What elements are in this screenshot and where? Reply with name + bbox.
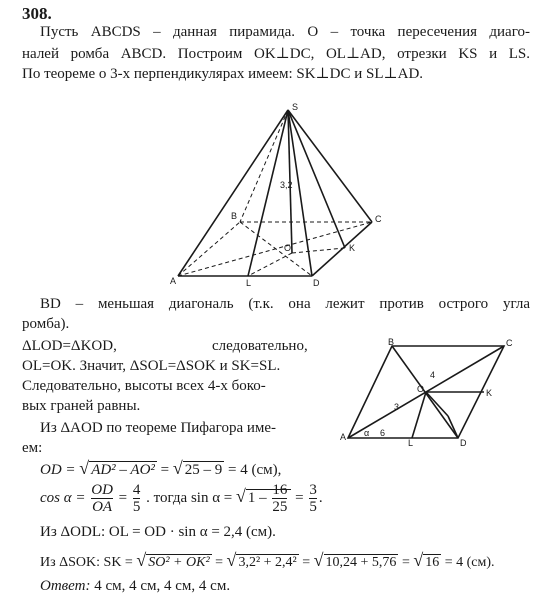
- label-d: D: [460, 438, 467, 448]
- formula-ol: Из ΔODL: OL = OD · sin α = 2,4 (см).: [40, 524, 276, 540]
- label-alpha: α: [364, 428, 370, 438]
- pyramid-figure: [160, 98, 400, 290]
- edge-sk: [288, 110, 345, 248]
- label-o: O: [417, 384, 425, 394]
- label-3: 3: [394, 402, 400, 412]
- eq-line-1b: следовательно,: [212, 338, 308, 354]
- intro-line-2: налей ромба ABCD. Построим OK⊥DC, OL⊥AD, отрезки KS и LS.: [22, 46, 530, 62]
- label-height: 3,2: [280, 180, 293, 190]
- problem-number: 308.: [22, 4, 52, 23]
- eq-line-3: Следовательно, высоты всех 4-х боко-: [22, 378, 266, 394]
- label-c: C: [375, 214, 382, 224]
- seg-ol-hidden: [248, 253, 292, 276]
- label-l: L: [246, 278, 252, 288]
- label-k: K: [486, 388, 493, 398]
- seg-ok-hidden: [292, 248, 345, 253]
- answer-label: Ответ:: [40, 578, 91, 594]
- formula-od: OD = √ AD² – AO² = √ 25 – 9 = 4 (см),: [40, 458, 282, 478]
- diag-bd-hidden: [240, 222, 312, 276]
- edge-sc: [288, 110, 372, 222]
- formula-cos-sin: cos α = $\frac{OD}{OA}$ = $\frac{4}{5}$ . тогда sin α = √ 1 – $\frac{16}{25}$ = $\frac{3}{5}$ .: [40, 482, 323, 515]
- edge-sa: [178, 110, 288, 276]
- label-d: D: [313, 278, 320, 288]
- label-o: O: [284, 243, 292, 253]
- eq-line-2: OL=OK. Значит, ΔSOL=ΔSOK и SK=SL.: [22, 358, 281, 374]
- pyth-line-2: ем:: [22, 440, 43, 456]
- formula-sk: Из ΔSOK: SK = √ SO² + OK² = √ 3,2² + 2,4² = √ 10,24 + 5,76 = √ 16 = 4 (см).: [40, 550, 495, 570]
- answer: [40, 578, 230, 595]
- eq-line-4: вых граней равны.: [22, 398, 141, 414]
- seg-o-mid: [426, 392, 448, 416]
- label-s: S: [292, 102, 299, 112]
- label-6: 6: [380, 428, 386, 438]
- rhombus-figure: [340, 336, 536, 448]
- intro-line-1: Пусть ABCDS – данная пирамида. O – точка пересечения диаго-: [40, 24, 530, 40]
- pyth-line-1: Из ΔAOD по теореме Пифагора име-: [40, 420, 277, 436]
- label-a: A: [340, 432, 347, 442]
- eq-line-1a: ΔLOD=ΔKOD,: [22, 338, 117, 354]
- bd-line-1: BD – меньшая диагональ (т.к. она лежит против острого угла: [40, 296, 530, 312]
- label-b: B: [388, 337, 395, 347]
- answer-value: 4 см, 4 см, 4 см, 4 см.: [94, 578, 231, 594]
- label-a: A: [170, 276, 177, 286]
- bd-line-2: ромба).: [22, 316, 70, 332]
- label-4: 4: [430, 370, 436, 380]
- edge-sb-hidden: [240, 110, 288, 222]
- label-c: C: [506, 338, 513, 348]
- label-b: B: [231, 211, 238, 221]
- intro-line-3: По теореме о 3-х перпендикулярах имеем: SK⊥DC и SL⊥AD.: [22, 66, 424, 82]
- label-k: K: [349, 243, 356, 253]
- label-l: L: [408, 438, 414, 448]
